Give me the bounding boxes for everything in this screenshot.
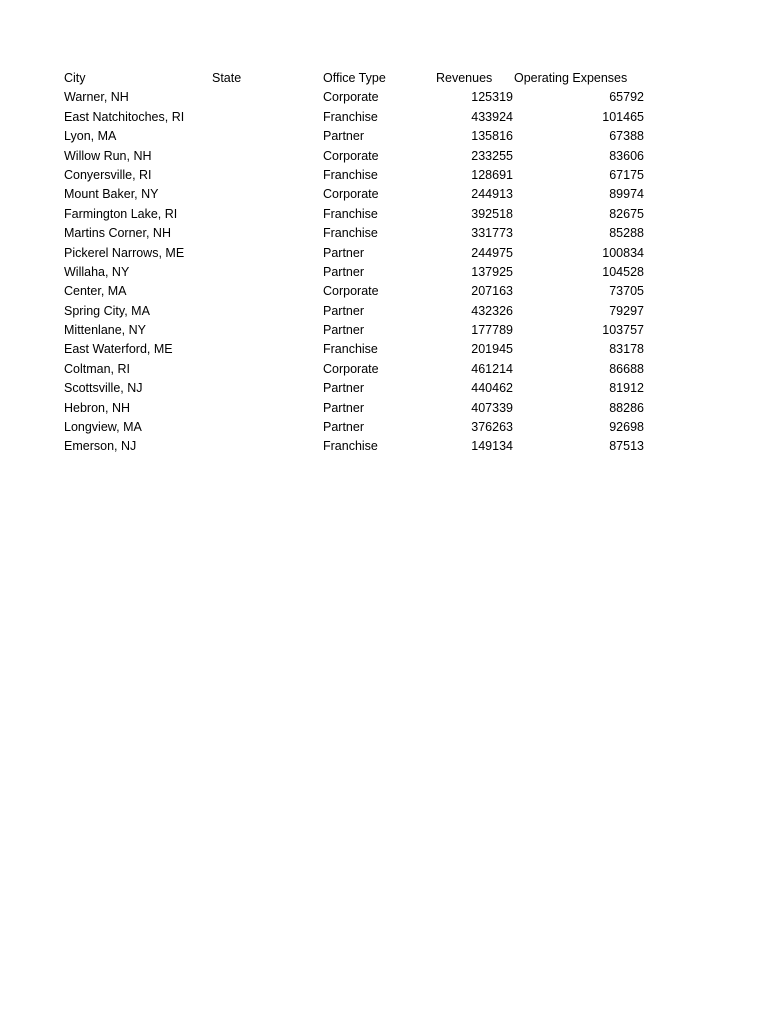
cell-office-type: Franchise [323, 226, 378, 241]
cell-office-type: Partner [323, 381, 364, 396]
cell-office-type: Franchise [323, 109, 378, 124]
cell-office-type: Partner [323, 303, 364, 318]
cell-office-type: Partner [323, 129, 364, 144]
cell-city: Willow Run, NH [64, 148, 152, 163]
table-row [64, 360, 664, 379]
cell-office-type: Partner [323, 245, 364, 260]
cell-operating-expenses: 87513 [609, 439, 644, 454]
cell-office-type: Corporate [323, 187, 379, 202]
cell-city: Pickerel Narrows, ME [64, 245, 185, 260]
cell-office-type: Corporate [323, 90, 379, 105]
cell-operating-expenses: 86688 [609, 361, 644, 376]
table-row [64, 321, 664, 340]
cell-city: Coltman, RI [64, 361, 130, 376]
cell-city: Mount Baker, NY [64, 187, 159, 202]
cell-city: East Natchitoches, RI [64, 109, 185, 124]
table-row [64, 147, 664, 166]
table-row [64, 340, 664, 359]
table-row [64, 88, 664, 107]
spreadsheet-table [64, 69, 664, 457]
cell-city: Scottsville, NJ [64, 381, 143, 396]
cell-operating-expenses: 83606 [609, 148, 644, 163]
table-row [64, 185, 664, 204]
table-row [64, 282, 664, 301]
cell-revenues: 149134 [471, 439, 513, 454]
cell-revenues: 432326 [471, 303, 513, 318]
table-row [64, 399, 664, 418]
cell-city: Mittenlane, NY [64, 323, 146, 338]
header-state: State [212, 71, 242, 85]
cell-city: Emerson, NJ [64, 439, 137, 454]
cell-revenues: 137925 [471, 264, 513, 279]
cell-operating-expenses: 85288 [609, 226, 644, 241]
cell-city: Spring City, MA [64, 303, 150, 318]
cell-operating-expenses: 83178 [609, 342, 644, 357]
cell-revenues: 201945 [471, 342, 513, 357]
header-revenues: Revenues [436, 71, 493, 85]
cell-operating-expenses: 89974 [609, 187, 644, 202]
cell-office-type: Corporate [323, 361, 379, 376]
cell-office-type: Franchise [323, 439, 378, 454]
cell-operating-expenses: 92698 [609, 420, 644, 435]
cell-city: Lyon, MA [64, 129, 117, 144]
cell-office-type: Franchise [323, 342, 378, 357]
cell-office-type: Partner [323, 420, 364, 435]
cell-operating-expenses: 88286 [609, 400, 644, 415]
cell-city: Conyersville, RI [64, 167, 152, 182]
table-row [64, 379, 664, 398]
cell-office-type: Partner [323, 400, 364, 415]
cell-operating-expenses: 82675 [609, 206, 644, 221]
cell-operating-expenses: 100834 [602, 245, 644, 260]
cell-office-type: Franchise [323, 167, 378, 182]
cell-city: Willaha, NY [64, 264, 130, 279]
cell-revenues: 376263 [471, 420, 513, 435]
cell-city: Longview, MA [64, 420, 142, 435]
cell-city: Center, MA [64, 284, 127, 299]
cell-revenues: 392518 [471, 206, 513, 221]
cell-revenues: 244975 [471, 245, 513, 260]
table-row [64, 224, 664, 243]
header-office-type: Office Type [323, 71, 386, 85]
cell-city: Farmington Lake, RI [64, 206, 178, 221]
cell-office-type: Corporate [323, 148, 379, 163]
cell-revenues: 125319 [471, 90, 513, 105]
cell-city: Martins Corner, NH [64, 226, 171, 241]
cell-revenues: 331773 [471, 226, 513, 241]
cell-operating-expenses: 81912 [609, 381, 644, 396]
table-header-row [64, 69, 664, 88]
cell-revenues: 207163 [471, 284, 513, 299]
cell-revenues: 177789 [471, 323, 513, 338]
cell-city: East Waterford, ME [64, 342, 173, 357]
cell-revenues: 433924 [471, 109, 513, 124]
cell-city: Warner, NH [64, 90, 129, 105]
table-row [64, 302, 664, 321]
cell-operating-expenses: 67388 [609, 129, 644, 144]
cell-revenues: 128691 [471, 167, 513, 182]
table-body [64, 88, 664, 456]
table-row [64, 108, 664, 127]
cell-operating-expenses: 73705 [609, 284, 644, 299]
cell-office-type: Corporate [323, 284, 379, 299]
cell-revenues: 135816 [471, 129, 513, 144]
cell-operating-expenses: 67175 [609, 167, 644, 182]
cell-operating-expenses: 103757 [602, 323, 644, 338]
cell-operating-expenses: 101465 [602, 109, 644, 124]
table-row [64, 205, 664, 224]
table-row [64, 127, 664, 146]
table-row [64, 263, 664, 282]
header-city: City [64, 71, 86, 85]
table-row [64, 418, 664, 437]
cell-revenues: 440462 [471, 381, 513, 396]
table-row [64, 166, 664, 185]
cell-city: Hebron, NH [64, 400, 130, 415]
cell-office-type: Partner [323, 323, 364, 338]
table-row [64, 244, 664, 263]
header-operating-expenses: Operating Expenses [514, 71, 628, 85]
cell-revenues: 461214 [471, 361, 513, 376]
cell-revenues: 233255 [471, 148, 513, 163]
cell-revenues: 407339 [471, 400, 513, 415]
cell-revenues: 244913 [471, 187, 513, 202]
cell-office-type: Partner [323, 264, 364, 279]
cell-operating-expenses: 79297 [609, 303, 644, 318]
cell-office-type: Franchise [323, 206, 378, 221]
table-row [64, 437, 664, 456]
cell-operating-expenses: 65792 [609, 90, 644, 105]
cell-operating-expenses: 104528 [602, 264, 644, 279]
